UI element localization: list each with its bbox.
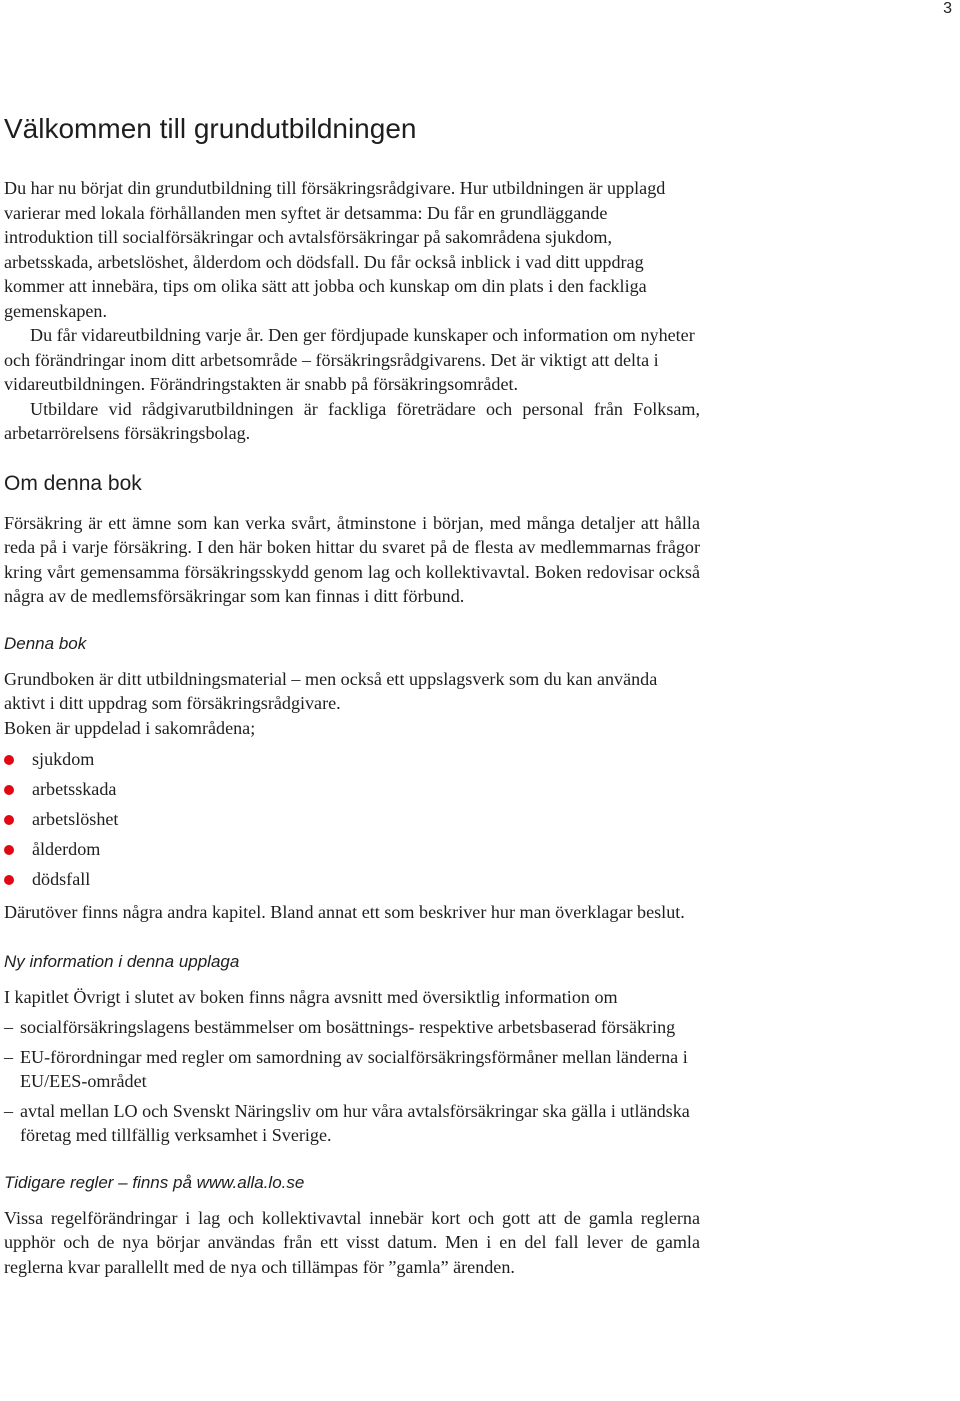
page-content	[4, 112, 700, 1279]
old-rules-paragraph: Vissa regelförändringar i lag och kollektivavtal innebär kort och gott att de gamla reglerna upphör och de nya börjar användas från ett visst datum. Men i en del fall lever de gamla reglerna kvar parallellt med de nya och tillämpas för ”gamla” ärenden.	[4, 1207, 700, 1277]
book-paragraph-2: Boken är uppdelad i sakområdena;	[4, 717, 256, 738]
page-number: 3	[943, 0, 952, 17]
dash-marker: –	[4, 1046, 14, 1067]
list-item-label: dödsfall	[32, 869, 91, 889]
list-item-label: socialförsäkringslagens bestämmelser om bosättnings- respektive arbetsbaserad försäkring	[20, 1017, 676, 1037]
bullet-icon	[4, 875, 14, 885]
list-item-label: ålderdom	[32, 839, 101, 859]
bullet-icon	[4, 845, 14, 855]
list-item-label: arbetsskada	[32, 779, 117, 799]
book-paragraph-3: Därutöver finns några andra kapitel. Bland annat ett som beskriver hur man överklagar beslut.	[4, 902, 685, 922]
section-heading-book: Denna bok	[4, 633, 87, 653]
intro-paragraph-1: Du har nu börjat din grundutbildning till försäkringsrådgivare. Hur utbildningen är upplagd varierar med lokala förhållanden men syftet är detsamma: Du får en grundläggande introduktion till socialförsäkringar och avtalsförsäkringar på sakområdena sjukdom, arbetsskada, arbetslöshet, ålderdom och dödsfall. Du får också inblick i vad ditt uppdrag kommer att innebära, tips om olika sätt att jobba och kunskap om din plats i den fackliga gemenskapen.	[4, 178, 666, 321]
dash-marker: –	[4, 1017, 14, 1037]
list-item	[4, 1045, 700, 1094]
list-item-label: sjukdom	[32, 749, 95, 769]
about-paragraph: Försäkring är ett ämne som kan verka svårt, åtminstone i början, med många detaljer att hålla reda på i varje försäkring. I den här boken hittar du svaret på de flesta av medlemmarnas frågor kring vårt gemensamma försäkringsskydd genom lag och kollektivavtal. Boken redovisar också några av de medlemsförsäkringar som kan finnas i ditt förbund.	[4, 512, 700, 606]
list-item	[4, 744, 700, 774]
section-heading-new-info: Ny information i denna upplaga	[4, 951, 240, 971]
list-item-label: avtal mellan LO och Svenskt Näringsliv om hur våra avtalsförsäkringar ska gälla i utländska företag med tillfällig verksamhet i Sverige.	[20, 1100, 690, 1145]
new-info-paragraph: I kapitlet Övrigt i slutet av boken finns några avsnitt med översiktlig information om	[4, 986, 618, 1007]
dash-marker: –	[4, 1100, 14, 1121]
page-title: Välkommen till grundutbildningen	[4, 113, 417, 144]
list-item	[4, 864, 700, 894]
section-heading-about: Om denna bok	[4, 471, 142, 495]
list-item	[4, 834, 700, 864]
list-item	[4, 1015, 700, 1040]
list-item	[4, 804, 700, 834]
book-paragraph-1: Grundboken är ditt utbildningsmaterial – men också ett uppslagsverk som du kan använda aktivt i ditt uppdrag som försäkringsrådgivare.	[4, 668, 658, 713]
intro-paragraph-3: Utbildare vid rådgivarutbildningen är fackliga företrädare och personal från Folksam, arbetarrörelsens försäkringsbolag.	[4, 398, 700, 443]
bullet-icon	[4, 785, 14, 795]
section-heading-old-rules: Tidigare regler – finns på www.alla.lo.se	[4, 1172, 305, 1192]
bullet-icon	[4, 755, 14, 765]
list-item	[4, 1099, 700, 1148]
list-item-label: EU-förordningar med regler om samordning av socialförsäkringsförmåner mellan länderna i EU/EES-området	[20, 1046, 688, 1091]
intro-paragraph-2: Du får vidareutbildning varje år. Den ger fördjupade kunskaper och information om nyheter och förändringar inom ditt arbetsområde – försäkringsrådgivarens. Det är viktigt att delta i vidareutbildningen. Förändringstakten är snabb på försäkringsområdet.	[4, 325, 695, 394]
new-info-list	[4, 1015, 700, 1148]
bullet-icon	[4, 815, 14, 825]
list-item-label: arbetslöshet	[32, 809, 119, 829]
subject-areas-list	[4, 744, 700, 894]
list-item	[4, 774, 700, 804]
